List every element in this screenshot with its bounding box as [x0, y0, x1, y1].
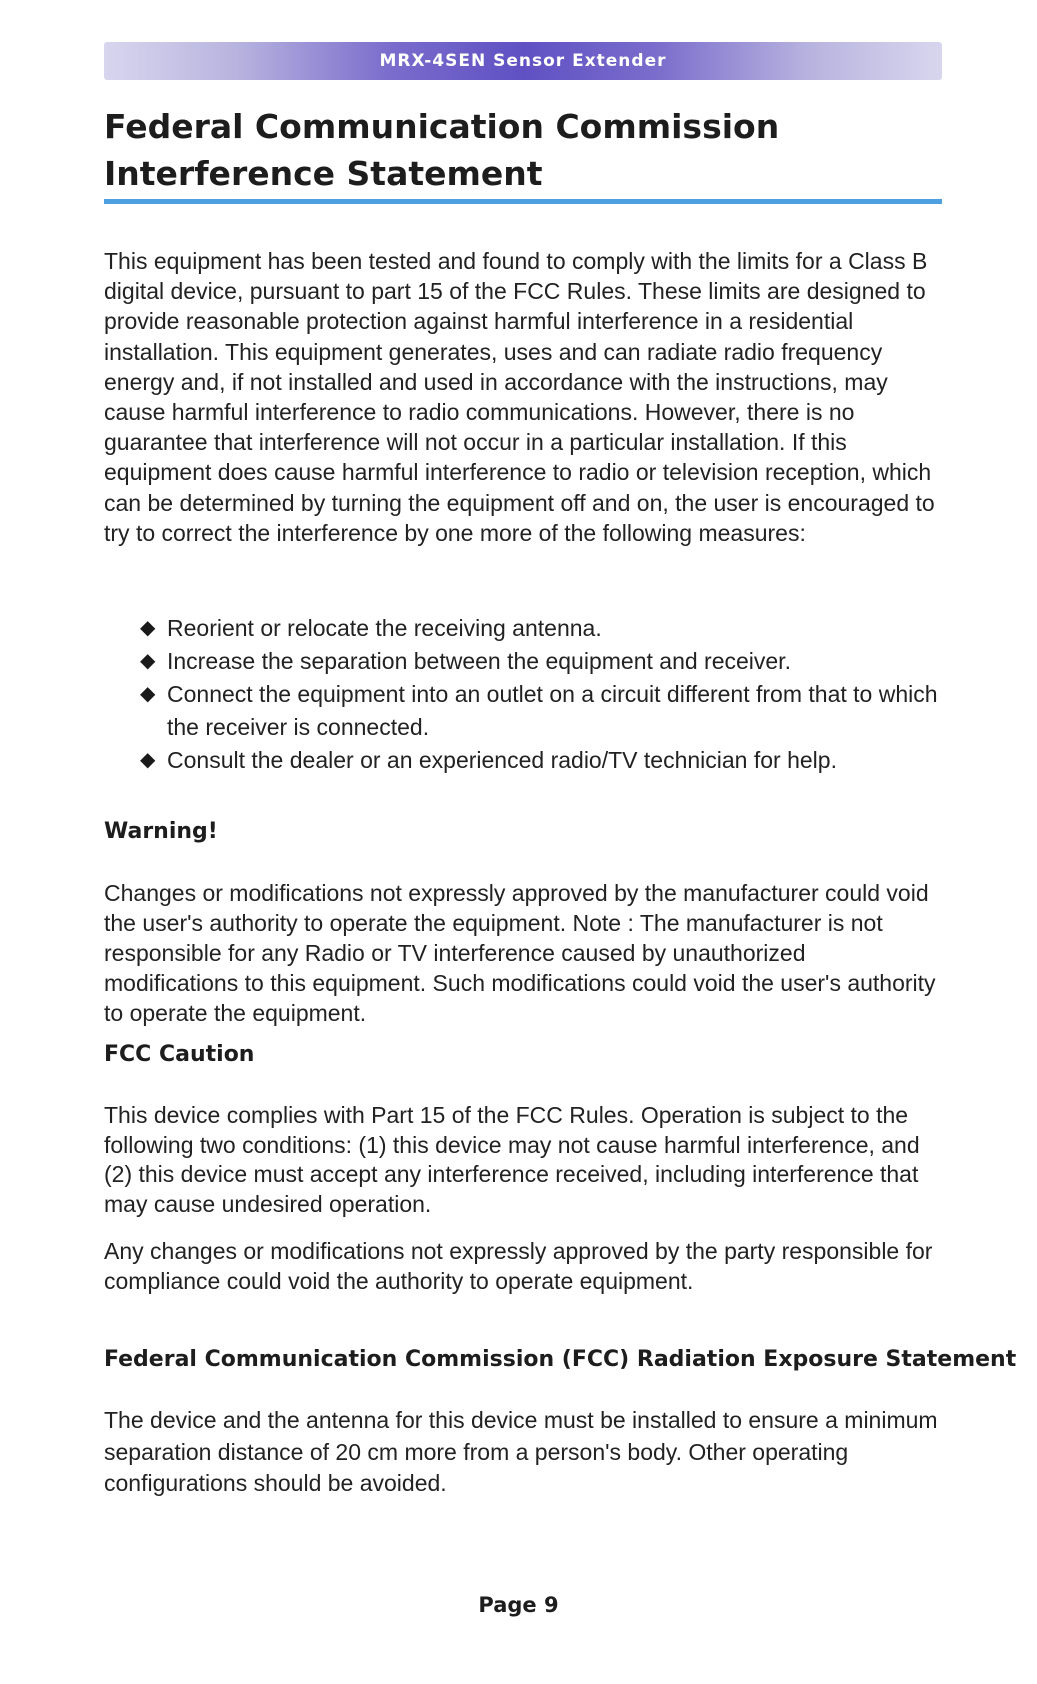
header-title: MRX-4SEN Sensor Extender [379, 51, 667, 71]
radiation-heading: Federal Communication Commission (FCC) Radiation Exposure Statement [104, 1347, 1017, 1372]
fcc-intro-paragraph: This equipment has been tested and found to comply with the limits for a Class B digital device, pursuant to part 15 of the FCC Rules. These limits are designed to provide reasonable protection against harmful interference in a residential installation. This equipment generates, uses and can radiate radio frequency energy and, if not installed and used in accordance with the instructions, may cause harmful interference to radio communications. However, there is no guarantee that interference will not occur in a particular installation. If this equipment does cause harmful interference to radio or television reception, which can be determined by turning the equipment off and on, the user is encouraged to try to correct the interference by one more of the following measures: [104, 248, 935, 546]
diamond-bullet-icon: ◆ [140, 749, 156, 771]
page-number: Page 9 [478, 1593, 559, 1617]
fcc-caution-paragraph-2: Any changes or modifications not expressly approved by the party responsible for compliance could void the authority to operate equipment. [104, 1238, 933, 1294]
radiation-paragraph: The device and the antenna for this device must be installed to ensure a minimum separation distance of 20 cm more from a person's body. Other operating configurations should be avoided. [104, 1407, 938, 1496]
list-item-text: Consult the dealer or an experienced radio/TV technician for help. [167, 747, 837, 773]
page-title [104, 103, 942, 197]
header-banner [104, 42, 942, 80]
fcc-caution-paragraph-1: This device complies with Part 15 of the FCC Rules. Operation is subject to the following two conditions: (1) this device may not cause harmful interference, and (2) this device must accept any interference received, including interference that may cause undesired operation. [104, 1102, 920, 1217]
fcc-caution-heading: FCC Caution [104, 1042, 255, 1067]
list-item [140, 645, 940, 678]
diamond-bullet-icon: ◆ [140, 683, 156, 705]
list-item [140, 612, 940, 645]
list-item-text: Reorient or relocate the receiving antenna. [167, 615, 602, 641]
warning-paragraph: Changes or modifications not expressly approved by the manufacturer could void the user's authority to operate the equipment. Note : The manufacturer is not responsible for any Radio or TV interference caused by unauthorized modifications to this equipment. Such modifications could void the user's authority to operate the equipment. [104, 880, 936, 1026]
list-item [140, 744, 940, 777]
page-title-line-2: Interference Statement [104, 154, 543, 193]
diamond-bullet-icon: ◆ [140, 650, 156, 672]
diamond-bullet-icon: ◆ [140, 617, 156, 639]
list-item-text: Connect the equipment into an outlet on a circuit different from that to which the receiver is connected. [167, 681, 938, 740]
list-item [140, 678, 940, 744]
measures-list [140, 612, 940, 777]
list-item-text: Increase the separation between the equipment and receiver. [167, 648, 791, 674]
warning-heading: Warning! [104, 819, 218, 844]
title-divider [104, 199, 942, 204]
page-title-line-1: Federal Communication Commission [104, 107, 780, 146]
